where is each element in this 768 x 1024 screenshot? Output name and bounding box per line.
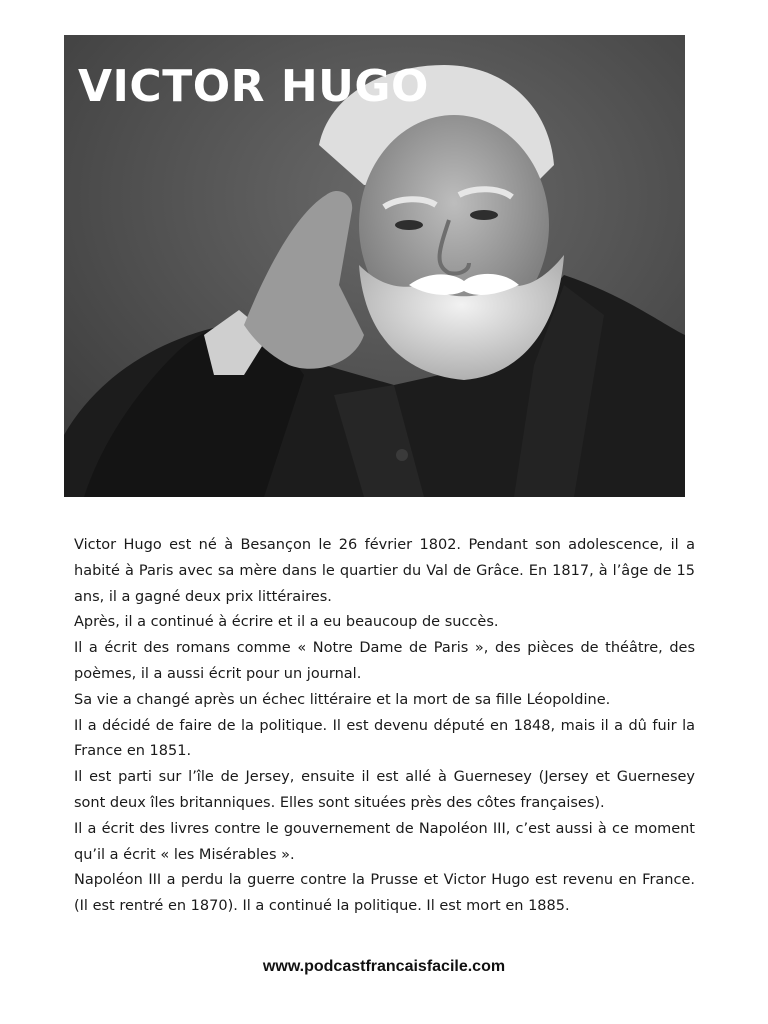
paragraph-6: Il est parti sur l’île de Jersey, ensuite il est allé à Guernesey (Jersey et Guernesey sont deux îles britanniques. Elles sont situées près des côtes françaises). [74,769,695,811]
paragraph-1: Victor Hugo est né à Besançon le 26 février 1802. Pendant son adolescence, il a habité à Paris avec sa mère dans le quartier du Val de Grâce. En 1817, à l’âge de 15 ans, il a gagné deux prix littéraires. [74,537,695,605]
portrait-photo [64,35,685,497]
coat-button [396,449,408,461]
paragraph-4: Sa vie a changé après un échec littéraire et la mort de sa fille Léopoldine. [74,691,611,708]
paragraph-5: Il a décidé de faire de la politique. Il est devenu député en 1848, mais il a dû fuir la France en 1851. [74,717,695,760]
page-title: VICTOR HUGO [78,61,429,112]
left-eye [395,220,423,230]
paragraph-8: Napoléon III a perdu la guerre contre la Prusse et Victor Hugo est revenu en France. (Il est rentré en 1870). Il a continué la politique. Il est mort en 1885. [74,872,695,915]
paragraph-7: Il a écrit des livres contre le gouvernement de Napoléon III, c’est aussi à ce moment qu’il a écrit « les Misérables ». [74,820,695,863]
biography-text [74,533,695,920]
paragraph-2: Après, il a continué à écrire et il a eu beaucoup de succès. [74,614,499,631]
footer-website-link[interactable]: www.podcastfrancaisfacile.com [262,958,506,975]
right-eye [470,210,498,220]
paragraph-3: Il a écrit des romans comme « Notre Dame de Paris », des pièces de théâtre, des poèmes, il a aussi écrit pour un journal. [74,640,695,682]
